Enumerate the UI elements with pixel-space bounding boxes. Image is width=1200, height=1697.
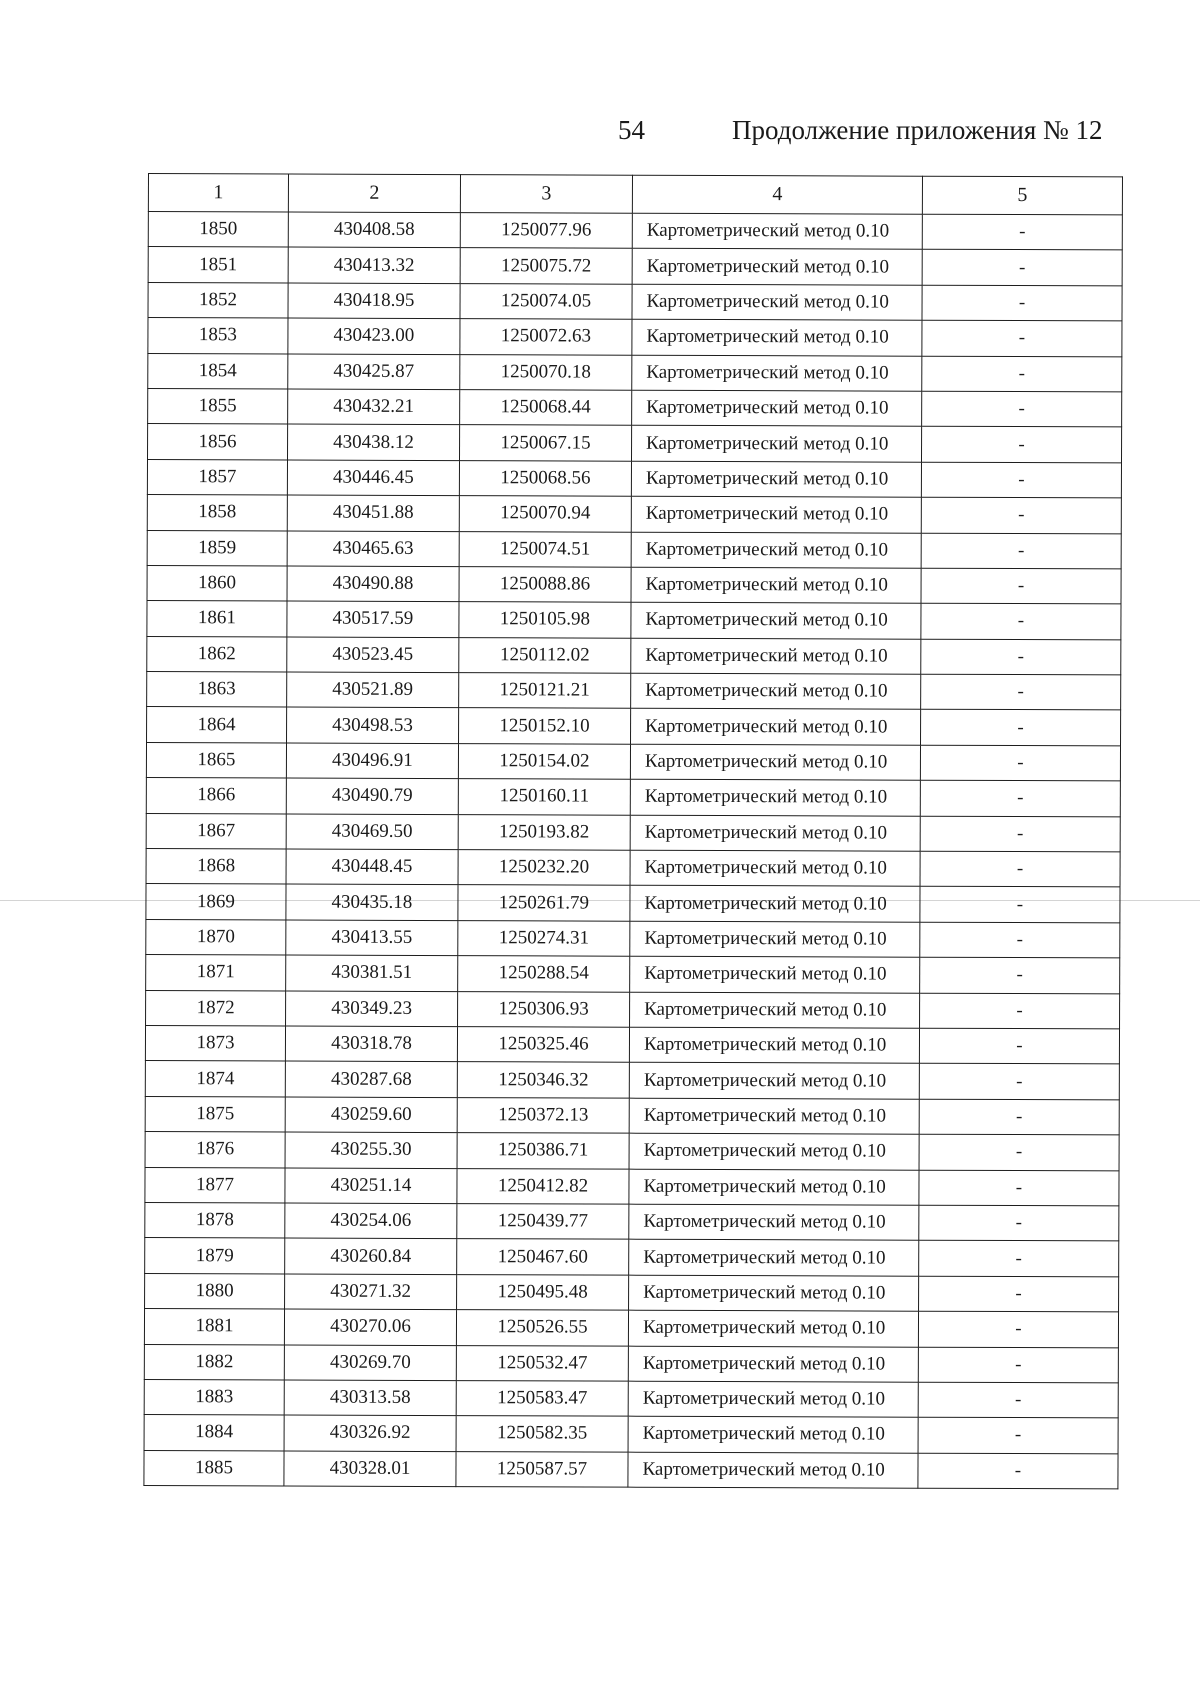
point-number-cell: 1881	[144, 1309, 284, 1345]
table-row	[146, 919, 1120, 958]
point-number-cell: 1883	[144, 1379, 284, 1415]
y-coordinate-cell: 1250193.82	[458, 814, 630, 850]
y-coordinate-cell: 1250532.47	[456, 1345, 628, 1381]
method-cell: Картометрический метод 0.10	[631, 602, 921, 638]
y-coordinate-cell: 1250068.44	[460, 390, 632, 426]
table-row	[145, 1202, 1119, 1241]
x-coordinate-cell: 430260.84	[285, 1238, 457, 1274]
table-row	[146, 884, 1120, 923]
table-row	[146, 778, 1120, 817]
x-coordinate-cell: 430418.95	[288, 283, 460, 319]
coordinates-table	[143, 173, 1123, 1489]
point-number-cell: 1866	[146, 778, 286, 814]
x-coordinate-cell: 430490.79	[286, 778, 458, 814]
table-row	[148, 282, 1122, 321]
point-number-cell: 1868	[146, 849, 286, 885]
y-coordinate-cell: 1250112.02	[459, 637, 631, 673]
x-coordinate-cell: 430259.60	[285, 1097, 457, 1133]
y-coordinate-cell: 1250070.18	[460, 354, 632, 390]
method-cell: Картометрический метод 0.10	[630, 850, 920, 886]
point-number-cell: 1865	[146, 742, 286, 778]
point-number-cell: 1874	[145, 1061, 285, 1097]
method-cell: Картометрический метод 0.10	[631, 496, 921, 532]
note-cell: -	[920, 993, 1120, 1029]
y-coordinate-cell: 1250274.31	[458, 920, 630, 956]
table-row	[148, 247, 1122, 286]
y-coordinate-cell: 1250495.48	[457, 1274, 629, 1310]
x-coordinate-cell: 430523.45	[287, 637, 459, 673]
note-cell: -	[919, 1205, 1119, 1241]
table-row	[144, 1309, 1118, 1348]
note-cell: -	[920, 922, 1120, 958]
x-coordinate-cell: 430313.58	[284, 1380, 456, 1416]
table-row	[148, 318, 1122, 357]
note-cell: -	[921, 674, 1121, 710]
method-cell: Картометрический метод 0.10	[632, 213, 922, 249]
x-coordinate-cell: 430423.00	[288, 318, 460, 354]
method-cell: Картометрический метод 0.10	[628, 1381, 918, 1417]
method-cell: Картометрический метод 0.10	[629, 1204, 919, 1240]
note-cell: -	[920, 851, 1120, 887]
point-number-cell: 1880	[145, 1273, 285, 1309]
note-cell: -	[918, 1382, 1118, 1418]
method-cell: Картометрический метод 0.10	[632, 319, 922, 355]
note-cell: -	[922, 214, 1122, 250]
y-coordinate-cell: 1250439.77	[457, 1204, 629, 1240]
table-row	[148, 424, 1122, 463]
table-row	[145, 1167, 1119, 1206]
x-coordinate-cell: 430413.55	[286, 920, 458, 956]
table-row	[146, 955, 1120, 994]
note-cell: -	[920, 957, 1120, 993]
point-number-cell: 1853	[148, 318, 288, 354]
table-row	[145, 1238, 1119, 1277]
table-row	[144, 1415, 1118, 1454]
note-cell: -	[919, 1099, 1119, 1135]
y-coordinate-cell: 1250587.57	[456, 1451, 628, 1487]
x-coordinate-cell: 430269.70	[284, 1344, 456, 1380]
method-cell: Картометрический метод 0.10	[632, 284, 922, 320]
note-cell: -	[920, 780, 1120, 816]
table-row	[146, 813, 1120, 852]
x-coordinate-cell: 430465.63	[287, 531, 459, 567]
column-header-2: 2	[288, 174, 460, 213]
x-coordinate-cell: 430318.78	[285, 1026, 457, 1062]
x-coordinate-cell: 430490.88	[287, 566, 459, 602]
note-cell: -	[919, 1170, 1119, 1206]
method-cell: Картометрический метод 0.10	[629, 1027, 919, 1063]
point-number-cell: 1884	[144, 1415, 284, 1451]
method-cell: Картометрический метод 0.10	[629, 1275, 919, 1311]
method-cell: Картометрический метод 0.10	[629, 1133, 919, 1169]
x-coordinate-cell: 430255.30	[285, 1132, 457, 1168]
method-cell: Картометрический метод 0.10	[630, 779, 920, 815]
note-cell: -	[918, 1311, 1118, 1347]
table-row	[147, 707, 1121, 746]
y-coordinate-cell: 1250346.32	[457, 1062, 629, 1098]
note-cell: -	[922, 285, 1122, 321]
y-coordinate-cell: 1250154.02	[458, 743, 630, 779]
table-row	[145, 1273, 1119, 1312]
x-coordinate-cell: 430349.23	[286, 991, 458, 1027]
table-row	[147, 565, 1121, 604]
point-number-cell: 1878	[145, 1202, 285, 1238]
note-cell: -	[922, 320, 1122, 356]
method-cell: Картометрический метод 0.10	[630, 886, 920, 922]
point-number-cell: 1859	[147, 530, 287, 566]
x-coordinate-cell: 430271.32	[285, 1274, 457, 1310]
table-row	[147, 601, 1121, 640]
point-number-cell: 1855	[148, 388, 288, 424]
point-number-cell: 1850	[148, 212, 288, 248]
x-coordinate-cell: 430287.68	[285, 1061, 457, 1097]
x-coordinate-cell: 430521.89	[287, 672, 459, 708]
table-row	[145, 1096, 1119, 1135]
note-cell: -	[918, 1453, 1118, 1489]
table-header-row	[148, 174, 1122, 215]
y-coordinate-cell: 1250074.51	[459, 531, 631, 567]
method-cell: Картометрический метод 0.10	[631, 532, 921, 568]
note-cell: -	[919, 1028, 1119, 1064]
table-row	[148, 388, 1122, 427]
table-row	[145, 1025, 1119, 1064]
table-row	[144, 1344, 1118, 1383]
method-cell: Картометрический метод 0.10	[628, 1310, 918, 1346]
note-cell: -	[921, 710, 1121, 746]
method-cell: Картометрический метод 0.10	[631, 673, 921, 709]
y-coordinate-cell: 1250067.15	[459, 425, 631, 461]
note-cell: -	[919, 1276, 1119, 1312]
table-row	[148, 212, 1122, 251]
page-number: 54	[618, 115, 645, 145]
note-cell: -	[918, 1347, 1118, 1383]
table-row	[147, 672, 1121, 711]
y-coordinate-cell: 1250068.56	[459, 460, 631, 496]
y-coordinate-cell: 1250070.94	[459, 496, 631, 532]
method-cell: Картометрический метод 0.10	[630, 921, 920, 957]
point-number-cell: 1852	[148, 282, 288, 318]
y-coordinate-cell: 1250372.13	[457, 1097, 629, 1133]
x-coordinate-cell: 430413.32	[288, 247, 460, 283]
note-cell: -	[921, 497, 1121, 533]
y-coordinate-cell: 1250088.86	[459, 566, 631, 602]
y-coordinate-cell: 1250412.82	[457, 1168, 629, 1204]
note-cell: -	[922, 356, 1122, 392]
point-number-cell: 1864	[147, 707, 287, 743]
method-cell: Картометрический метод 0.10	[629, 1240, 919, 1276]
note-cell: -	[921, 603, 1121, 639]
table-row	[146, 990, 1120, 1029]
x-coordinate-cell: 430326.92	[284, 1415, 456, 1451]
x-coordinate-cell: 430381.51	[286, 955, 458, 991]
y-coordinate-cell: 1250306.93	[458, 991, 630, 1027]
point-number-cell: 1872	[146, 990, 286, 1026]
table-row	[146, 742, 1120, 781]
point-number-cell: 1862	[147, 636, 287, 672]
table-row	[144, 1379, 1118, 1418]
x-coordinate-cell: 430254.06	[285, 1203, 457, 1239]
method-cell: Картометрический метод 0.10	[628, 1416, 918, 1452]
point-number-cell: 1869	[146, 884, 286, 920]
point-number-cell: 1856	[148, 424, 288, 460]
x-coordinate-cell: 430270.06	[284, 1309, 456, 1345]
point-number-cell: 1882	[144, 1344, 284, 1380]
point-number-cell: 1858	[147, 495, 287, 531]
x-coordinate-cell: 430448.45	[286, 849, 458, 885]
point-number-cell: 1860	[147, 565, 287, 601]
x-coordinate-cell: 430425.87	[288, 354, 460, 390]
method-cell: Картометрический метод 0.10	[629, 1098, 919, 1134]
y-coordinate-cell: 1250077.96	[460, 213, 632, 249]
y-coordinate-cell: 1250386.71	[457, 1133, 629, 1169]
point-number-cell: 1870	[146, 919, 286, 955]
method-cell: Картометрический метод 0.10	[631, 426, 921, 462]
method-cell: Картометрический метод 0.10	[628, 1346, 918, 1382]
x-coordinate-cell: 430408.58	[288, 212, 460, 248]
coordinates-table-container	[143, 173, 1123, 1489]
column-header-1: 1	[148, 174, 288, 212]
note-cell: -	[920, 745, 1120, 781]
x-coordinate-cell: 430498.53	[287, 707, 459, 743]
y-coordinate-cell: 1250152.10	[459, 708, 631, 744]
note-cell: -	[921, 427, 1121, 463]
table-row	[144, 1450, 1118, 1489]
method-cell: Картометрический метод 0.10	[631, 461, 921, 497]
method-cell: Картометрический метод 0.10	[632, 390, 922, 426]
method-cell: Картометрический метод 0.10	[632, 249, 922, 285]
point-number-cell: 1885	[144, 1450, 284, 1486]
method-cell: Картометрический метод 0.10	[631, 709, 921, 745]
table-row	[147, 636, 1121, 675]
table-row	[147, 495, 1121, 534]
x-coordinate-cell: 430435.18	[286, 884, 458, 920]
note-cell: -	[922, 250, 1122, 286]
x-coordinate-cell: 430517.59	[287, 601, 459, 637]
x-coordinate-cell: 430446.45	[287, 460, 459, 496]
note-cell: -	[920, 887, 1120, 923]
table-row	[145, 1061, 1119, 1100]
note-cell: -	[921, 533, 1121, 569]
x-coordinate-cell: 430328.01	[284, 1451, 456, 1487]
y-coordinate-cell: 1250121.21	[459, 673, 631, 709]
note-cell: -	[919, 1064, 1119, 1100]
point-number-cell: 1877	[145, 1167, 285, 1203]
x-coordinate-cell: 430496.91	[286, 743, 458, 779]
point-number-cell: 1873	[145, 1025, 285, 1061]
table-row	[145, 1132, 1119, 1171]
x-coordinate-cell: 430451.88	[287, 495, 459, 531]
note-cell: -	[921, 568, 1121, 604]
note-cell: -	[918, 1417, 1118, 1453]
y-coordinate-cell: 1250526.55	[456, 1310, 628, 1346]
method-cell: Картометрический метод 0.10	[630, 815, 920, 851]
x-coordinate-cell: 430432.21	[288, 389, 460, 425]
point-number-cell: 1861	[147, 601, 287, 637]
note-cell: -	[919, 1134, 1119, 1170]
point-number-cell: 1871	[146, 955, 286, 991]
point-number-cell: 1879	[145, 1238, 285, 1274]
point-number-cell: 1876	[145, 1132, 285, 1168]
method-cell: Картометрический метод 0.10	[630, 992, 920, 1028]
note-cell: -	[919, 1241, 1119, 1277]
method-cell: Картометрический метод 0.10	[630, 744, 920, 780]
x-coordinate-cell: 430251.14	[285, 1168, 457, 1204]
column-header-3: 3	[460, 175, 632, 214]
point-number-cell: 1875	[145, 1096, 285, 1132]
table-row	[147, 459, 1121, 498]
method-cell: Картометрический метод 0.10	[629, 1169, 919, 1205]
table-row	[148, 353, 1122, 392]
y-coordinate-cell: 1250075.72	[460, 248, 632, 284]
column-header-5: 5	[922, 176, 1122, 215]
note-cell: -	[920, 816, 1120, 852]
y-coordinate-cell: 1250582.35	[456, 1416, 628, 1452]
point-number-cell: 1863	[147, 672, 287, 708]
method-cell: Картометрический метод 0.10	[629, 1063, 919, 1099]
table-row	[147, 530, 1121, 569]
note-cell: -	[921, 462, 1121, 498]
x-coordinate-cell: 430469.50	[286, 814, 458, 850]
x-coordinate-cell: 430438.12	[288, 424, 460, 460]
y-coordinate-cell: 1250325.46	[457, 1027, 629, 1063]
note-cell: -	[922, 391, 1122, 427]
y-coordinate-cell: 1250583.47	[456, 1380, 628, 1416]
method-cell: Картометрический метод 0.10	[631, 638, 921, 674]
point-number-cell: 1857	[147, 459, 287, 495]
note-cell: -	[921, 639, 1121, 675]
table-row	[146, 849, 1120, 888]
method-cell: Картометрический метод 0.10	[631, 567, 921, 603]
y-coordinate-cell: 1250288.54	[458, 956, 630, 992]
method-cell: Картометрический метод 0.10	[632, 355, 922, 391]
y-coordinate-cell: 1250074.05	[460, 283, 632, 319]
y-coordinate-cell: 1250232.20	[458, 850, 630, 886]
y-coordinate-cell: 1250072.63	[460, 319, 632, 355]
table-body	[144, 212, 1122, 1489]
y-coordinate-cell: 1250261.79	[458, 885, 630, 921]
column-header-4: 4	[632, 175, 922, 214]
method-cell: Картометрический метод 0.10	[628, 1452, 918, 1488]
y-coordinate-cell: 1250467.60	[457, 1239, 629, 1275]
y-coordinate-cell: 1250160.11	[458, 779, 630, 815]
method-cell: Картометрический метод 0.10	[630, 956, 920, 992]
point-number-cell: 1867	[146, 813, 286, 849]
point-number-cell: 1851	[148, 247, 288, 283]
page-caption: Продолжение приложения № 12	[732, 115, 1103, 145]
y-coordinate-cell: 1250105.98	[459, 602, 631, 638]
point-number-cell: 1854	[148, 353, 288, 389]
